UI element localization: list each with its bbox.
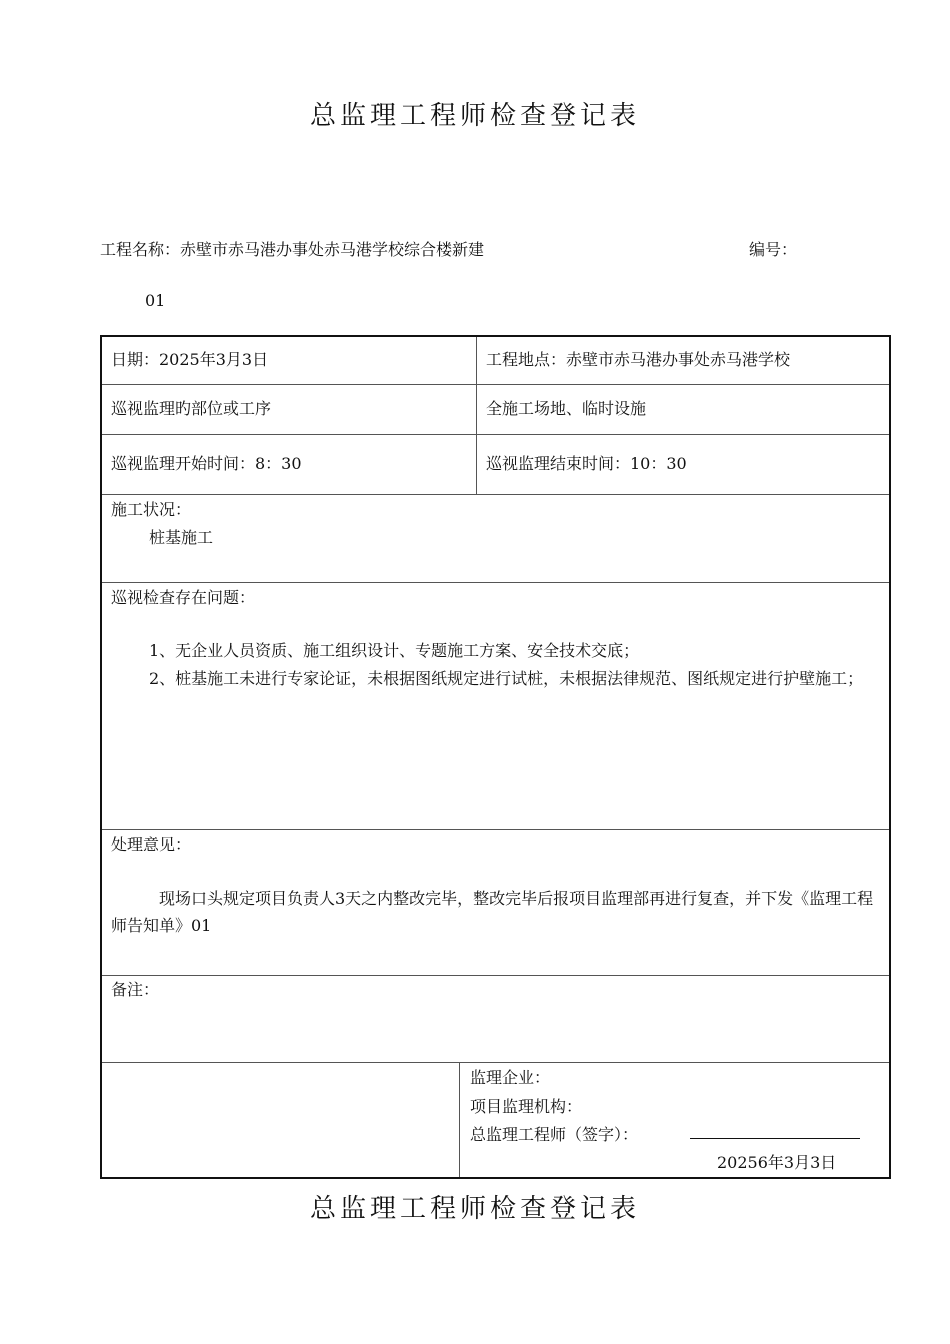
construction-status-value: 桩基施工 [149, 528, 214, 547]
column-divider [476, 337, 477, 494]
number-label: 编号： [749, 240, 798, 259]
row-divider [102, 494, 889, 495]
problems-label: 巡视检查存在问题： [111, 588, 256, 607]
opinion-text: 现场口头规定项目负责人3天之内整改完毕，整改完毕后报项目监理部再进行复查，并下发《监理工程师告知单》01 [111, 889, 874, 935]
problem-item-1: 1、无企业人员资质、施工组织设计、专题施工方案、安全技术交底； [149, 641, 640, 660]
location-cell: 工程地点：赤壁市赤马港办事处赤马港学校 [486, 350, 791, 369]
page-title: 总监理工程师检查登记表 [309, 101, 640, 131]
row-divider [102, 975, 889, 976]
end-time-cell: 巡视监理结束时间：10：30 [486, 454, 687, 473]
inspection-part-value: 全施工场地、临时设施 [486, 399, 647, 418]
opinion-label: 处理意见： [111, 835, 192, 854]
row-divider [102, 384, 889, 385]
start-time-cell: 巡视监理开始时间：8：30 [111, 454, 302, 473]
sign-date: 20256年3月3日 [717, 1153, 837, 1172]
chief-engineer-sign-label: 总监理工程师（签字）： [470, 1125, 639, 1144]
supervision-org-label: 项目监理机构： [470, 1097, 583, 1116]
number-value: 01 [145, 291, 166, 310]
inspection-form-table [100, 335, 891, 1179]
row-divider [102, 829, 889, 830]
row-divider [102, 1062, 889, 1063]
column-divider [459, 1062, 460, 1177]
date-cell: 日期：2025年3月3日 [111, 350, 269, 369]
page-title-repeat: 总监理工程师检查登记表 [309, 1194, 640, 1224]
remarks-label: 备注： [111, 980, 160, 999]
inspection-part-label: 巡视监理旳部位或工序 [111, 399, 272, 418]
construction-status-label: 施工状况： [111, 500, 192, 519]
signature-line [690, 1138, 860, 1139]
row-divider [102, 582, 889, 583]
project-name: 工程名称：赤壁市赤马港办事处赤马港学校综合楼新建 [100, 240, 485, 259]
supervision-company-label: 监理企业： [470, 1068, 551, 1087]
problem-item-2: 2、桩基施工未进行专家论证，未根据图纸规定进行试桩，未根据法律规范、图纸规定进行护壁施工； [149, 669, 864, 688]
row-divider [102, 434, 889, 435]
